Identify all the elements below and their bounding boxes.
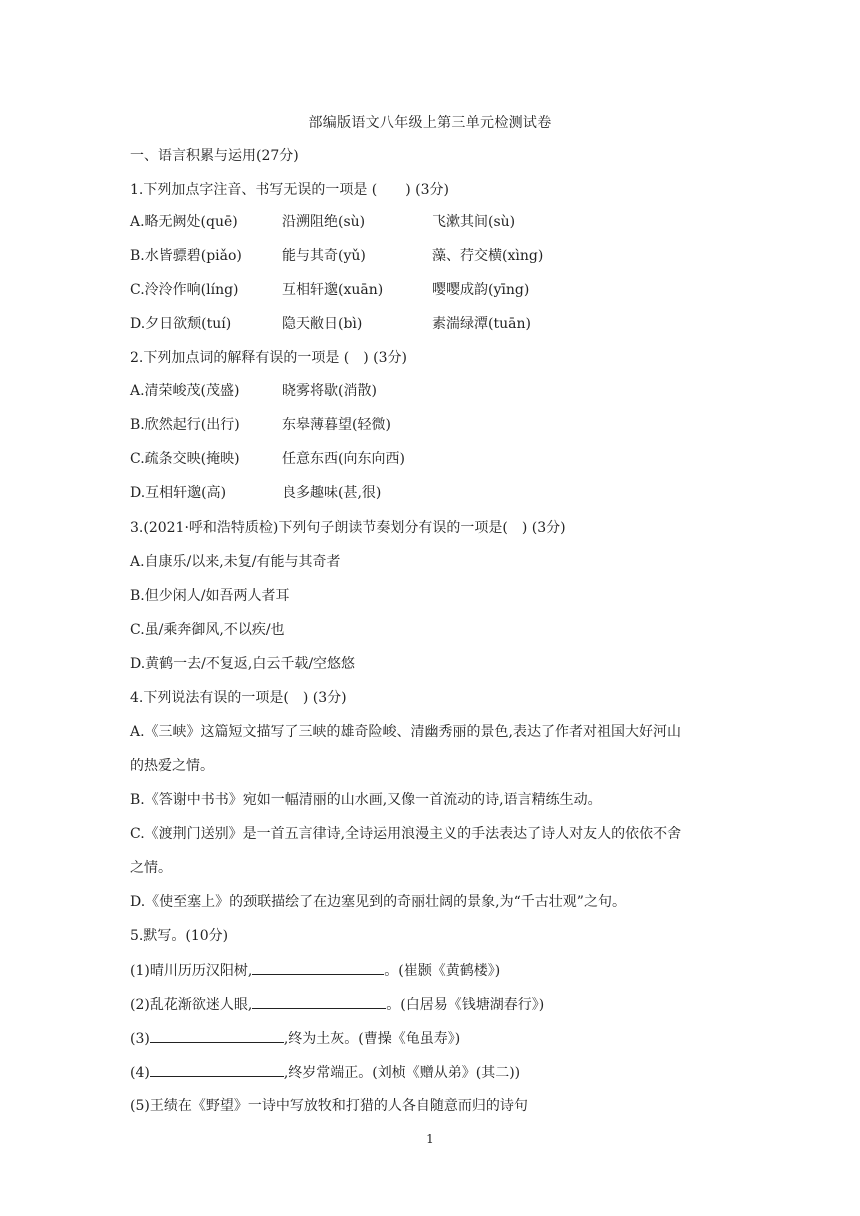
q4-option-c-line2: 之情。 xyxy=(130,860,172,876)
section-heading: 一、语言积累与运用(27分) xyxy=(130,148,299,164)
question-3-stem: 3.(2021·呼和浩特质检)下列句子朗读节奏划分有误的一项是( ) (3分) xyxy=(130,520,566,536)
q1-d-item-1: D.夕日欲颓(tuí) xyxy=(130,316,232,332)
q5-item-5: (5)王绩在《野望》一诗中写放牧和打猎的人各自随意而归的诗句 xyxy=(130,1098,528,1114)
question-1-stem: 1.下列加点字注音、书写无误的一项是 ( ) (3分) xyxy=(130,182,450,198)
answer-blank-4[interactable] xyxy=(150,1062,284,1077)
q1-b-item-1: B.水皆骠碧(piǎo) xyxy=(130,248,242,264)
q5-3-prefix: (3) xyxy=(130,1031,150,1047)
q2-b-item-2: 东皋薄暮望(轻微) xyxy=(282,417,391,433)
q2-a-item-1: A.清荣峻茂(茂盛) xyxy=(130,383,240,399)
q2-d-item-1: D.互相轩邈(高) xyxy=(130,485,227,501)
q1-d-item-3: 素湍绿潭(tuān) xyxy=(432,316,531,332)
q4-option-b: B.《答谢中书书》宛如一幅清丽的山水画,又像一首流动的诗,语言精练生动。 xyxy=(130,792,602,808)
q1-a-item-1: A.略无阙处(quē) xyxy=(130,214,238,230)
q5-item-3 xyxy=(130,1028,460,1049)
q5-1-prefix: (1)晴川历历汉阳树, xyxy=(130,963,253,979)
q4-option-c-line1: C.《渡荆门送别》是一首五言律诗,全诗运用浪漫主义的手法表达了诗人对友人的依依不舍 xyxy=(130,826,682,842)
q5-3-suffix: ,终为土灰。(曹操《龟虽寿》) xyxy=(283,1031,461,1047)
question-4-stem: 4.下列说法有误的一项是( ) (3分) xyxy=(130,690,347,706)
q5-item-1 xyxy=(130,960,500,981)
q1-c-item-1: C.泠泠作响(líng) xyxy=(130,282,239,298)
q4-option-d: D.《使至塞上》的颈联描绘了在边塞见到的奇丽壮阔的景象,为“千古壮观”之句。 xyxy=(130,894,626,910)
q1-b-item-3: 藻、荇交横(xìng) xyxy=(432,248,544,264)
q5-4-suffix: ,终岁常端正。(刘桢《赠从弟》(其二)) xyxy=(283,1065,521,1081)
answer-blank-2[interactable] xyxy=(252,994,386,1009)
answer-blank-3[interactable] xyxy=(150,1028,284,1043)
page-title: 部编版语文八年级上第三单元检测试卷 xyxy=(308,115,552,131)
question-2-stem: 2.下列加点词的解释有误的一项是 ( ) (3分) xyxy=(130,350,408,366)
q1-c-item-3: 嘤嘤成韵(yīng) xyxy=(432,282,530,298)
q1-c-item-2: 互相轩邈(xuān) xyxy=(282,282,384,298)
q5-item-4 xyxy=(130,1062,520,1083)
q1-d-item-2: 隐天敝日(bì) xyxy=(282,316,363,332)
q2-b-item-1: B.欣然起行(出行) xyxy=(130,417,240,433)
page-number: 1 xyxy=(426,1132,434,1146)
question-5-stem: 5.默写。(10分) xyxy=(130,928,229,944)
q4-option-a-line1: A.《三峡》这篇短文描写了三峡的雄奇险峻、清幽秀丽的景色,表达了作者对祖国大好河山 xyxy=(130,724,682,740)
q5-2-prefix: (2)乱花渐欲迷人眼, xyxy=(130,997,253,1013)
q1-a-item-2: 沿溯阻绝(sù) xyxy=(282,214,366,230)
q3-option-d: D.黄鹤一去/不复返,白云千载/空悠悠 xyxy=(130,656,356,672)
q2-d-item-2: 良多趣味(甚,很) xyxy=(282,485,382,501)
q3-option-a: A.自康乐/以来,未复/有能与其奇者 xyxy=(130,554,341,570)
q5-2-suffix: 。(白居易《钱塘湖春行》) xyxy=(386,997,545,1013)
q3-option-c: C.虽/乘奔御风,不以疾/也 xyxy=(130,622,285,638)
q5-item-2 xyxy=(130,994,544,1015)
q2-a-item-2: 晓雾将歇(消散) xyxy=(282,383,377,399)
q1-a-item-3: 飞漱其间(sù) xyxy=(432,214,516,230)
q5-4-prefix: (4) xyxy=(130,1065,150,1081)
q2-c-item-1: C.疏条交映(掩映) xyxy=(130,451,240,467)
q3-option-b: B.但少闲人/如吾两人者耳 xyxy=(130,588,290,604)
q2-c-item-2: 任意东西(向东向西) xyxy=(282,451,405,467)
answer-blank-1[interactable] xyxy=(252,960,384,975)
q5-1-suffix: 。(崔颢《黄鹤楼》) xyxy=(384,963,501,979)
q4-option-a-line2: 的热爱之情。 xyxy=(130,758,214,774)
q1-b-item-2: 能与其奇(yǔ) xyxy=(282,248,366,264)
